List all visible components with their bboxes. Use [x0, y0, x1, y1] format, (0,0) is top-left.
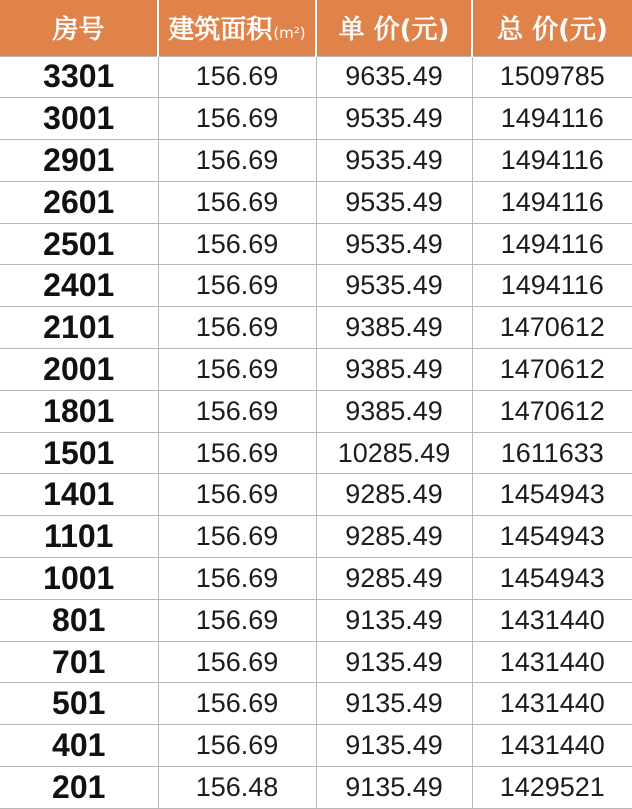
- area-cell: 156.69: [158, 223, 316, 265]
- table-row: [0, 641, 632, 683]
- room-number-cell: 2101: [0, 307, 158, 349]
- table-row: [0, 181, 632, 223]
- total-price-cell: 1431440: [472, 641, 632, 683]
- room-number-cell: 1801: [0, 390, 158, 432]
- header-unit-price-label: 单 价(元): [338, 15, 450, 46]
- table-row: [0, 265, 632, 307]
- area-cell: 156.69: [158, 683, 316, 725]
- table-row: [0, 390, 632, 432]
- room-number-cell: 2601: [0, 181, 158, 223]
- table-row: [0, 98, 632, 140]
- area-cell: 156.69: [158, 140, 316, 182]
- total-price-cell: 1494116: [472, 98, 632, 140]
- total-price-cell: 1431440: [472, 683, 632, 725]
- total-price-cell: 1494116: [472, 181, 632, 223]
- total-price-cell: 1470612: [472, 307, 632, 349]
- unit-price-cell: 9535.49: [316, 98, 472, 140]
- room-number-cell: 501: [0, 683, 158, 725]
- table-row: [0, 140, 632, 182]
- total-price-cell: 1611633: [472, 432, 632, 474]
- area-cell: 156.69: [158, 558, 316, 600]
- unit-price-cell: 9285.49: [316, 558, 472, 600]
- unit-price-cell: 9285.49: [316, 474, 472, 516]
- total-price-cell: 1454943: [472, 516, 632, 558]
- table-row: [0, 349, 632, 391]
- header-area: [158, 0, 316, 56]
- area-cell: 156.69: [158, 599, 316, 641]
- total-price-cell: 1494116: [472, 265, 632, 307]
- area-cell: 156.69: [158, 98, 316, 140]
- header-area-label: 建筑面积: [168, 15, 273, 46]
- total-price-cell: 1454943: [472, 558, 632, 600]
- total-price-cell: 1494116: [472, 140, 632, 182]
- total-price-cell: 1431440: [472, 725, 632, 767]
- total-price-cell: 1470612: [472, 390, 632, 432]
- area-cell: 156.69: [158, 725, 316, 767]
- area-cell: 156.69: [158, 641, 316, 683]
- area-cell: 156.69: [158, 307, 316, 349]
- total-price-cell: 1509785: [472, 56, 632, 98]
- unit-price-cell: 9385.49: [316, 307, 472, 349]
- unit-price-cell: 9635.49: [316, 56, 472, 98]
- area-cell: 156.48: [158, 767, 316, 809]
- header-room-label: 房号: [52, 15, 105, 46]
- area-cell: 156.69: [158, 432, 316, 474]
- room-number-cell: 1101: [0, 516, 158, 558]
- area-cell: 156.69: [158, 474, 316, 516]
- room-number-cell: 1001: [0, 558, 158, 600]
- area-cell: 156.69: [158, 349, 316, 391]
- table-row: [0, 683, 632, 725]
- unit-price-cell: 9385.49: [316, 390, 472, 432]
- area-cell: 156.69: [158, 181, 316, 223]
- table-row: [0, 307, 632, 349]
- table-row: [0, 432, 632, 474]
- table-row: [0, 767, 632, 809]
- unit-price-cell: 9385.49: [316, 349, 472, 391]
- area-cell: 156.69: [158, 56, 316, 98]
- room-number-cell: 2501: [0, 223, 158, 265]
- table-row: [0, 599, 632, 641]
- header-row: [0, 0, 632, 56]
- area-cell: 156.69: [158, 516, 316, 558]
- total-price-cell: 1431440: [472, 599, 632, 641]
- header-room: [0, 0, 158, 56]
- unit-price-cell: 9135.49: [316, 725, 472, 767]
- room-number-cell: 2001: [0, 349, 158, 391]
- table-row: [0, 223, 632, 265]
- table-row: [0, 516, 632, 558]
- unit-price-cell: 9535.49: [316, 265, 472, 307]
- area-cell: 156.69: [158, 390, 316, 432]
- room-number-cell: 801: [0, 599, 158, 641]
- unit-price-cell: 9135.49: [316, 767, 472, 809]
- header-total-price: [472, 0, 632, 56]
- room-number-cell: 3301: [0, 56, 158, 98]
- unit-price-cell: 9285.49: [316, 516, 472, 558]
- unit-price-cell: 9535.49: [316, 223, 472, 265]
- total-price-cell: 1429521: [472, 767, 632, 809]
- room-number-cell: 2901: [0, 140, 158, 182]
- room-number-cell: 2401: [0, 265, 158, 307]
- room-number-cell: 201: [0, 767, 158, 809]
- room-number-cell: 1501: [0, 432, 158, 474]
- room-number-cell: 401: [0, 725, 158, 767]
- unit-price-cell: 9135.49: [316, 641, 472, 683]
- table-row: [0, 56, 632, 98]
- table-row: [0, 558, 632, 600]
- room-number-cell: 701: [0, 641, 158, 683]
- table-header: [0, 0, 632, 56]
- total-price-cell: 1454943: [472, 474, 632, 516]
- total-price-cell: 1494116: [472, 223, 632, 265]
- total-price-cell: 1470612: [472, 349, 632, 391]
- unit-price-cell: 9135.49: [316, 683, 472, 725]
- unit-price-cell: 9135.49: [316, 599, 472, 641]
- room-number-cell: 1401: [0, 474, 158, 516]
- area-cell: 156.69: [158, 265, 316, 307]
- header-total-price-label: 总 价(元): [497, 15, 608, 46]
- header-area-unit: (m²): [273, 24, 306, 43]
- header-unit-price: [316, 0, 472, 56]
- table-row: [0, 725, 632, 767]
- unit-price-cell: 9535.49: [316, 181, 472, 223]
- table-body: [0, 56, 632, 808]
- room-number-cell: 3001: [0, 98, 158, 140]
- unit-price-cell: 9535.49: [316, 140, 472, 182]
- table-row: [0, 474, 632, 516]
- unit-price-cell: 10285.49: [316, 432, 472, 474]
